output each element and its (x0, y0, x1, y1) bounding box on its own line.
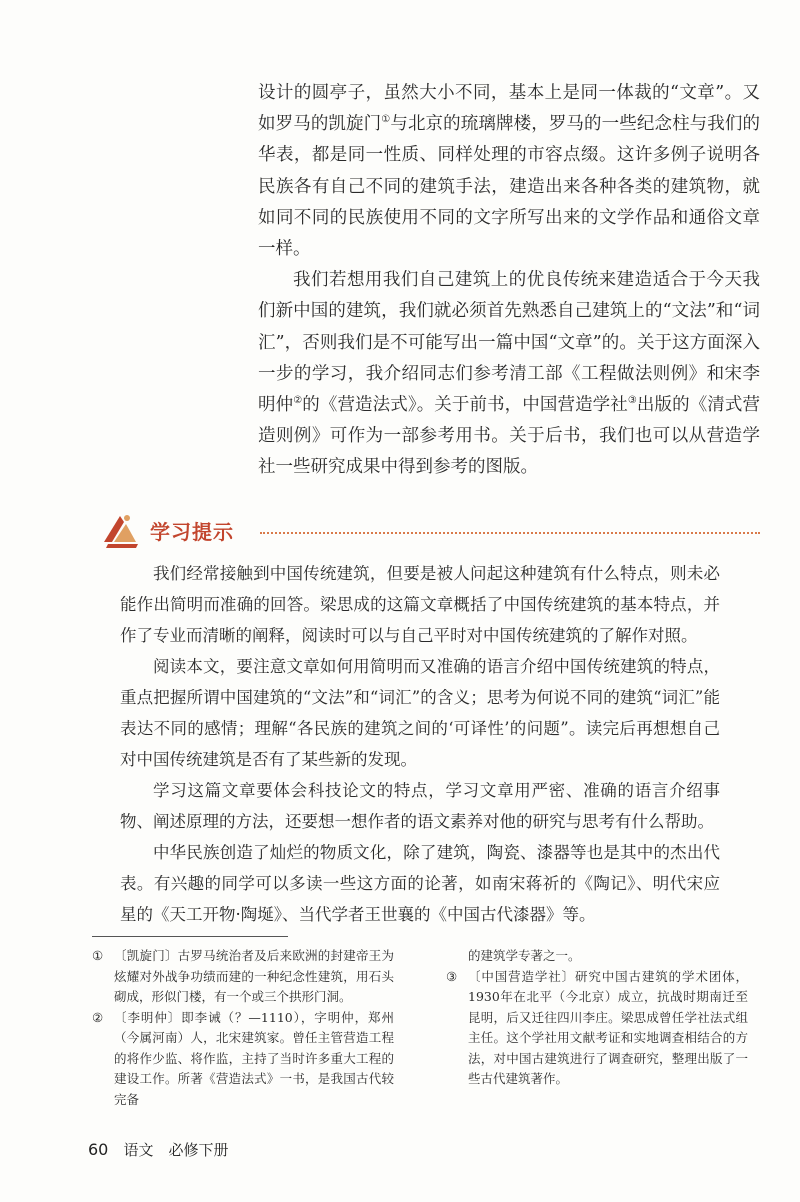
study-tips-body (120, 558, 720, 930)
book-stack-icon (100, 510, 140, 550)
main-text (258, 78, 760, 484)
study-tips-title: 学习提示 (150, 520, 234, 544)
footnote-ref-3[interactable]: ③ (627, 395, 637, 407)
tips-paragraph: 阅读本文，要注意文章如何用简明而又准确的语言介绍中国传统建筑的特点，重点把握所谓中国建筑的“文法”和“词汇”的含义；思考为何说不同的建筑“词汇”能表达不同的感情；理解“各民族的建筑之间的‘可译性’的问题”。读完后再想想自己对中国传统建筑是否有了某些新的发现。 (120, 657, 720, 769)
footnote-divider (92, 936, 288, 937)
footnote-ref-2[interactable]: ② (293, 395, 303, 407)
footnote-2 (92, 1008, 394, 1111)
footnotes-right-column (446, 946, 748, 1090)
footnote-text: 〔凯旋门〕古罗马统治者及后来欧洲的封建帝王为炫耀对外战争功绩而建的一种纪念性建筑，用石头砌成，形似门楼，有一个或三个拱形门洞。 (114, 948, 394, 1004)
footnote-number: ② (92, 1009, 104, 1025)
tips-paragraph: 学习这篇文章要体会科技论文的特点，学习文章用严密、准确的语言介绍事物、阐述原理的方法，还要想一想作者的语文素养对他的研究与思考有什么帮助。 (120, 781, 720, 831)
footnote-1 (92, 946, 394, 1008)
page-footer (88, 1139, 228, 1160)
footnote-3 (446, 967, 748, 1090)
footnote-text: 〔李明仲〕即李诫（？—1110），字明仲，郑州（今属河南）人，北宋建筑家。曾任主管营造工程的将作少监、将作监，主持了当时许多重大工程的建设工作。所著《营造法式》一书，是我国古代较完备 (114, 1009, 394, 1107)
dotted-divider (260, 532, 760, 534)
footnote-ref-1[interactable]: ① (381, 114, 391, 126)
footnote-number: ① (92, 948, 104, 963)
footnote-number: ③ (446, 968, 458, 984)
footnote-text: 〔中国营造学社〕研究中国古建筑的学术团体，1930年在北平（今北京）成立，抗战时期南迁至昆明，后又迁往四川李庄。梁思成曾任学社法式组主任。这个学社用文献考证和实地调查相结合的方法，对中国古建筑进行了调查研究，整理出版了一些古代建筑著作。 (468, 968, 748, 1086)
tips-paragraph: 我们经常接触到中国传统建筑，但要是被人问起这种建筑有什么特点，则未必能作出简明而准确的回答。梁思成的这篇文章概括了中国传统建筑的基本特点，并作了专业而清晰的阐释，阅读时可以与自己平时对中国传统建筑的了解作对照。 (120, 564, 720, 645)
footnote-2-continued: 的建筑学专著之一。 (468, 948, 581, 963)
page-number: 60 (88, 1140, 109, 1159)
book-title: 语文 必修下册 (123, 1141, 229, 1159)
footnotes-left-column (92, 946, 394, 1110)
study-tips-header (100, 510, 760, 550)
main-paragraph-2: 我们若想用我们自己建筑上的优良传统来建造适合于今天我们新中国的建筑，我们就必须首先熟悉自己建筑上的“文法”和“词汇”，否则我们是不可能写出一篇中国“文章”的。关于这方面深入一步的学习，我介绍同志们参考清工部《工程做法则例》和宋李明仲②的《营造法式》。关于前书，中国营造学社③出版的《清式营造则例》可作为一部参考用书。关于后书，我们也可以从营造学社一些研究成果中得到参考的图版。 (258, 270, 761, 478)
main-paragraph-1: 设计的圆亭子，虽然大小不同，基本上是同一体裁的“文章”。又如罗马的凯旋门①与北京的琉璃牌楼，罗马的一些纪念柱与我们的华表，都是同一性质、同样处理的市容点缀。这许多例子说明各民族各有自己不同的建筑手法，建造出来各种各类的建筑物，就如同不同的民族使用不同的文字所写出来的文学作品和通俗文章一样。 (258, 83, 761, 260)
tips-paragraph: 中华民族创造了灿烂的物质文化，除了建筑，陶瓷、漆器等也是其中的杰出代表。有兴趣的同学可以多读一些这方面的论著，如南宋蒋祈的《陶记》、明代宋应星的《天工开物·陶埏》、当代学者王世襄的《中国古代漆器》等。 (120, 843, 720, 924)
